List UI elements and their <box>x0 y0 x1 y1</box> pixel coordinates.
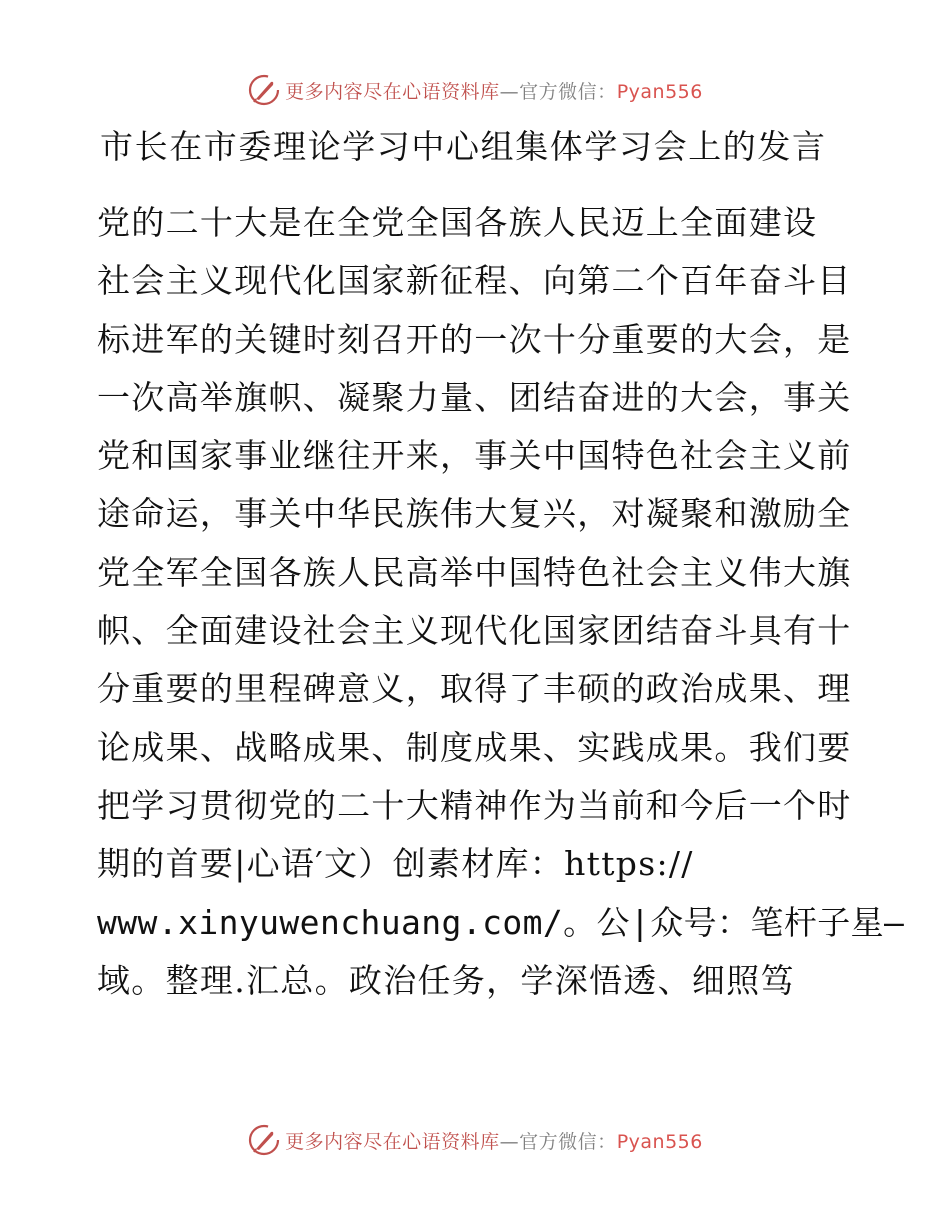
body-line: www.xinyuwenchuang.com/。公|众号：笔杆子星— <box>97 902 905 942</box>
banner-wechat-label: 官方微信： <box>519 80 617 103</box>
footer-banner <box>0 1120 950 1160</box>
body-line: 期的首要|心语′文）创素材库：https:// <box>97 844 694 884</box>
body-line: 党和国家事业继往开来，事关中国特色社会主义前 <box>97 436 852 476</box>
document-title: 市长在市委理论学习中心组集体学习会上的发言 <box>100 127 827 166</box>
body-line: 域。整理.汇总。政治任务，学深悟透、细照笃 <box>97 960 795 1000</box>
document-body <box>97 194 905 1010</box>
body-line: 途命运，事关中华民族伟大复兴，对凝聚和激励全 <box>97 494 852 534</box>
banner-text <box>285 1127 703 1154</box>
body-line: 分重要的里程碑意义，取得了丰硕的政治成果、理 <box>97 669 852 709</box>
banner-separator: — <box>499 80 520 103</box>
banner-separator: — <box>499 1130 520 1153</box>
body-line: 党全军全国各族人民高举中国特色社会主义伟大旗 <box>97 552 852 592</box>
body-line: 帜、全面建设社会主义现代化国家团结奋斗具有十 <box>97 611 852 651</box>
body-line: 标进军的关键时刻召开的一次十分重要的大会，是 <box>97 319 852 359</box>
header-banner <box>0 70 950 110</box>
body-line: 论成果、战略成果、制度成果、实践成果。我们要 <box>97 727 852 767</box>
banner-wechat-id: Pyan556 <box>616 80 703 103</box>
banner-main-text: 更多内容尽在心语资料库 <box>285 80 500 103</box>
banner-main-text: 更多内容尽在心语资料库 <box>285 1130 500 1153</box>
banner-wechat-label: 官方微信： <box>519 1130 617 1153</box>
feather-pen-logo-icon <box>247 1123 281 1157</box>
body-line: 社会主义现代化国家新征程、向第二个百年奋斗目 <box>97 261 852 301</box>
banner-wechat-id: Pyan556 <box>616 1130 703 1153</box>
feather-pen-logo-icon <box>247 73 281 107</box>
banner-text <box>285 77 703 104</box>
body-line: 把学习贯彻党的二十大精神作为当前和今后一个时 <box>97 785 852 825</box>
body-line: 一次高举旗帜、凝聚力量、团结奋进的大会，事关 <box>97 377 852 417</box>
body-line: 党的二十大是在全党全国各族人民迈上全面建设 <box>97 203 818 242</box>
